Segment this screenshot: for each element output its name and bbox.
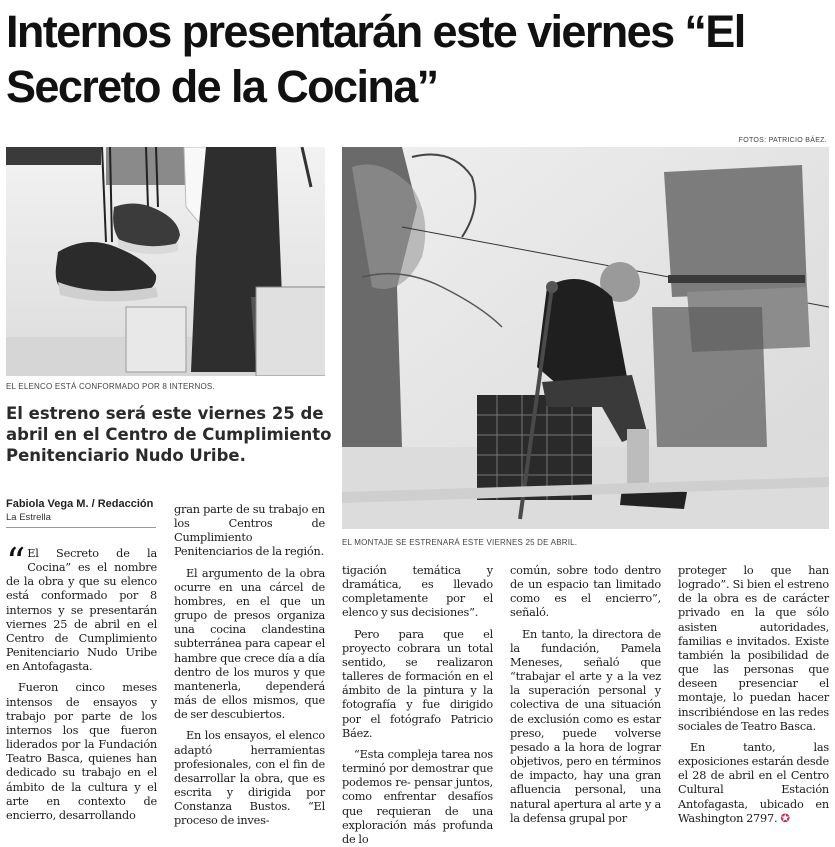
- text-column-1: [6, 540, 157, 823]
- caption-left: EL ELENCO ESTÁ CONFORMADO POR 8 INTERNOS.: [6, 382, 215, 391]
- subheadline: El estreno será este viernes 25 de abril en el Centro de Cumplimiento Penitenciario Nudo Uribe.: [6, 404, 332, 465]
- byline-author: Fabiola Vega M. / Redacción: [6, 498, 154, 510]
- text-column-2: [174, 503, 325, 828]
- paragraph: El argumento de la obra ocurre en una cárcel de hombres, en el que un grupo de presos organiza una cocina clandestina subterránea para capear el hambre que crece día a día dentro de los muros y que mantenerla, dependerá más de ellos mismos, que de ser descubiertos.: [174, 566, 325, 722]
- photo-left-sneakers: [6, 147, 325, 376]
- paragraph: gran parte de su trabajo en los Centros de Cumplimiento Penitenciarios de la región.: [174, 503, 325, 559]
- end-mark-icon: ✪: [780, 811, 790, 825]
- headline: Internos presentarán este viernes “El Secreto de la Cocina”: [6, 6, 745, 112]
- paragraph: tigación temática y dramática, es llevado completamente por el elenco y sus decisiones”.: [342, 564, 493, 620]
- paragraph: En tanto, las exposiciones estarán desde el 28 de abril en el Centro Cultural Estación Antofagasta, ubicado en Washington 2797. ✪: [678, 740, 829, 825]
- text-column-5: [678, 564, 829, 826]
- drop-quote: “: [6, 540, 26, 584]
- paragraph: En los ensayos, el elenco adaptó herramientas profesionales, con el fin de desarrollar la obra, que es escrita y dirigida por Constanza Bustos. “El proceso de inves-: [174, 729, 325, 828]
- photo-right-man-on-crate: [342, 147, 829, 529]
- text-column-4: [510, 564, 661, 826]
- byline-outlet: La Estrella: [6, 512, 51, 523]
- paragraph: “ El Secreto de la Cocina” es el nombre de la obra y que su elenco está conformado por 8 internos y se presentarán viernes 25 de abril en el Centro de Cumplimiento Penitenciario Nudo Uribe en Antofagasta.: [6, 540, 157, 674]
- paragraph: proteger lo que han logrado”. Si bien el estreno de la obra es de carácter privado en la que sólo asisten autoridades, familias e invitados. Existe también la posibilidad de que las personas que deseen presenciar el montaje, lo puedan hacer inscribiéndose en las redes sociales de Teatro Basca.: [678, 564, 829, 733]
- paragraph: Fueron cinco meses intensos de ensayos y trabajo por parte de los internos los que fueron liderados por la Fundación Teatro Basca, quienes han dedicado su trabajo en el ámbito de la cultura y el arte en contexto de encierro, desarrollando: [6, 681, 157, 822]
- caption-right: EL MONTAJE SE ESTRENARÁ ESTE VIERNES 25 DE ABRIL.: [342, 538, 578, 547]
- paragraph: Pero para que el proyecto cobrara un total sentido, se realizaron talleres de formación en el ámbito de la pintura y la fotografía y fue dirigido por el fotógrafo Patricio Báez.: [342, 627, 493, 740]
- photo-credit: FOTOS: PATRICIO BÁEZ.: [738, 137, 827, 144]
- paragraph: “Esta compleja tarea nos terminó por demostrar que podemos re- pensar juntos, como enfrentar desafíos que requieran de una exploración más profunda de lo: [342, 747, 493, 846]
- paragraph: En tanto, la directora de la fundación, Pamela Meneses, señaló que “trabajar el arte y a la vez la superación personal y colectiva de una situación de exclusión como es estar preso, puede volverse pesado a la hora de lograr objetivos, pero en términos de impacto, hay una gran afluencia personal, una natural apertura al arte y a la defensa grupal por: [510, 627, 661, 825]
- paragraph: común, sobre todo dentro de un espacio tan limitado como es el encierro”, señaló.: [510, 564, 661, 620]
- byline-divider: [6, 527, 156, 528]
- text-column-3: [342, 564, 493, 847]
